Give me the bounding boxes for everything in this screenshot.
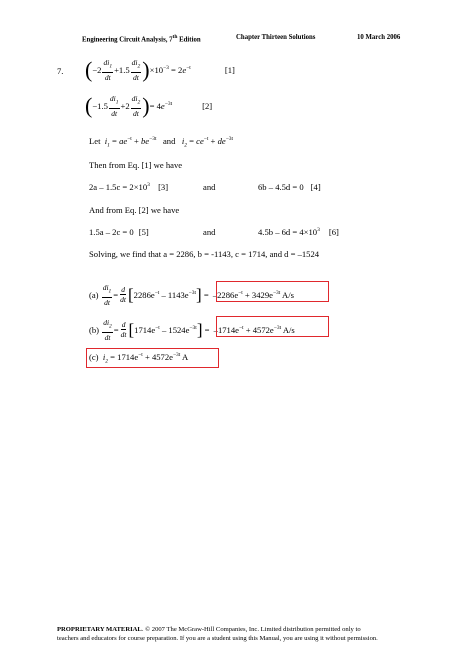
header-date: 10 March 2006	[357, 34, 401, 41]
part-c: (c) $i_2 = 1714e^{-t} + 4572e^{-3t}$ A	[89, 352, 189, 365]
equations-3-4: $2a - 1.5c = 2\times 10^3$ [3]	[89, 182, 169, 192]
solving-text: Solving, we find that a = 2286, b = -1143, c = 1714, and d = –1524	[89, 249, 320, 259]
answer-a-box	[216, 281, 329, 302]
part-b-label: (b)	[89, 324, 100, 335]
equation-2: ( −1.5 $\frac{di_1}{dt}$ +2 $\frac{di_2}{dt}$ ) = $4e^{-3t}$ [2]	[85, 92, 213, 118]
equation-6: $4.5b - 6d = 4\times 10^3$ [6]	[258, 227, 339, 237]
let-line: Let $i_1 = ae^{-t} + be^{-3t}$ and $i_2 = ce^{-t} + de^{-3t}$	[89, 136, 234, 149]
and-text-1: and	[203, 182, 216, 192]
footer: PROPRIETARY MATERIAL. © 2007 The McGraw-Hill Companies, Inc. Limited distribution permitted only to teachers and educators for course preparation. If you are a student using this Manual, you are using it without permission.	[57, 626, 378, 642]
header-title: Engineering Circuit Analysis, 7th Edition	[82, 34, 201, 44]
equation-1: ( −2 $\frac{di_1}{dt}$ +1.5 $\frac{di_2}{dt}$ ) $\times 10^{-3} = 2e^{-t}$ [1]	[85, 56, 235, 82]
header-chapter: Chapter Thirteen Solutions	[236, 34, 316, 41]
problem-number: 7.	[57, 66, 64, 76]
and-text-2: and	[203, 227, 216, 237]
part-a-label: (a)	[89, 289, 99, 300]
eq1-label: [1]	[224, 64, 235, 75]
eq2-label: [2]	[202, 100, 213, 111]
equation-5: 1.5a – 2c = 0 [5]	[89, 227, 149, 237]
and-from-text: And from Eq. [2] we have	[89, 205, 180, 215]
answer-b-box	[216, 316, 329, 337]
equation-4: 6b – 4.5d = 0 [4]	[258, 182, 321, 192]
answer-c-box	[86, 348, 219, 368]
part-c-label: (c)	[89, 352, 99, 362]
part-b: (b) $\frac{di_2}{dt}$ = $\frac{d}{dt}$ [ $1714e^{-t} - 1524e^{-3t}$ ] = $-1714e^{-t} + 4572e^{-3t}$ A/s	[89, 318, 295, 342]
part-a: (a) $\frac{di_1}{dt}$ = $\frac{d}{dt}$ [ $2286e^{-t} - 1143e^{-3t}$ ] = $-2286e^{-t} + 3429e^{-3t}$ A/s	[89, 283, 294, 307]
then-text: Then from Eq. [1] we have	[89, 160, 183, 170]
